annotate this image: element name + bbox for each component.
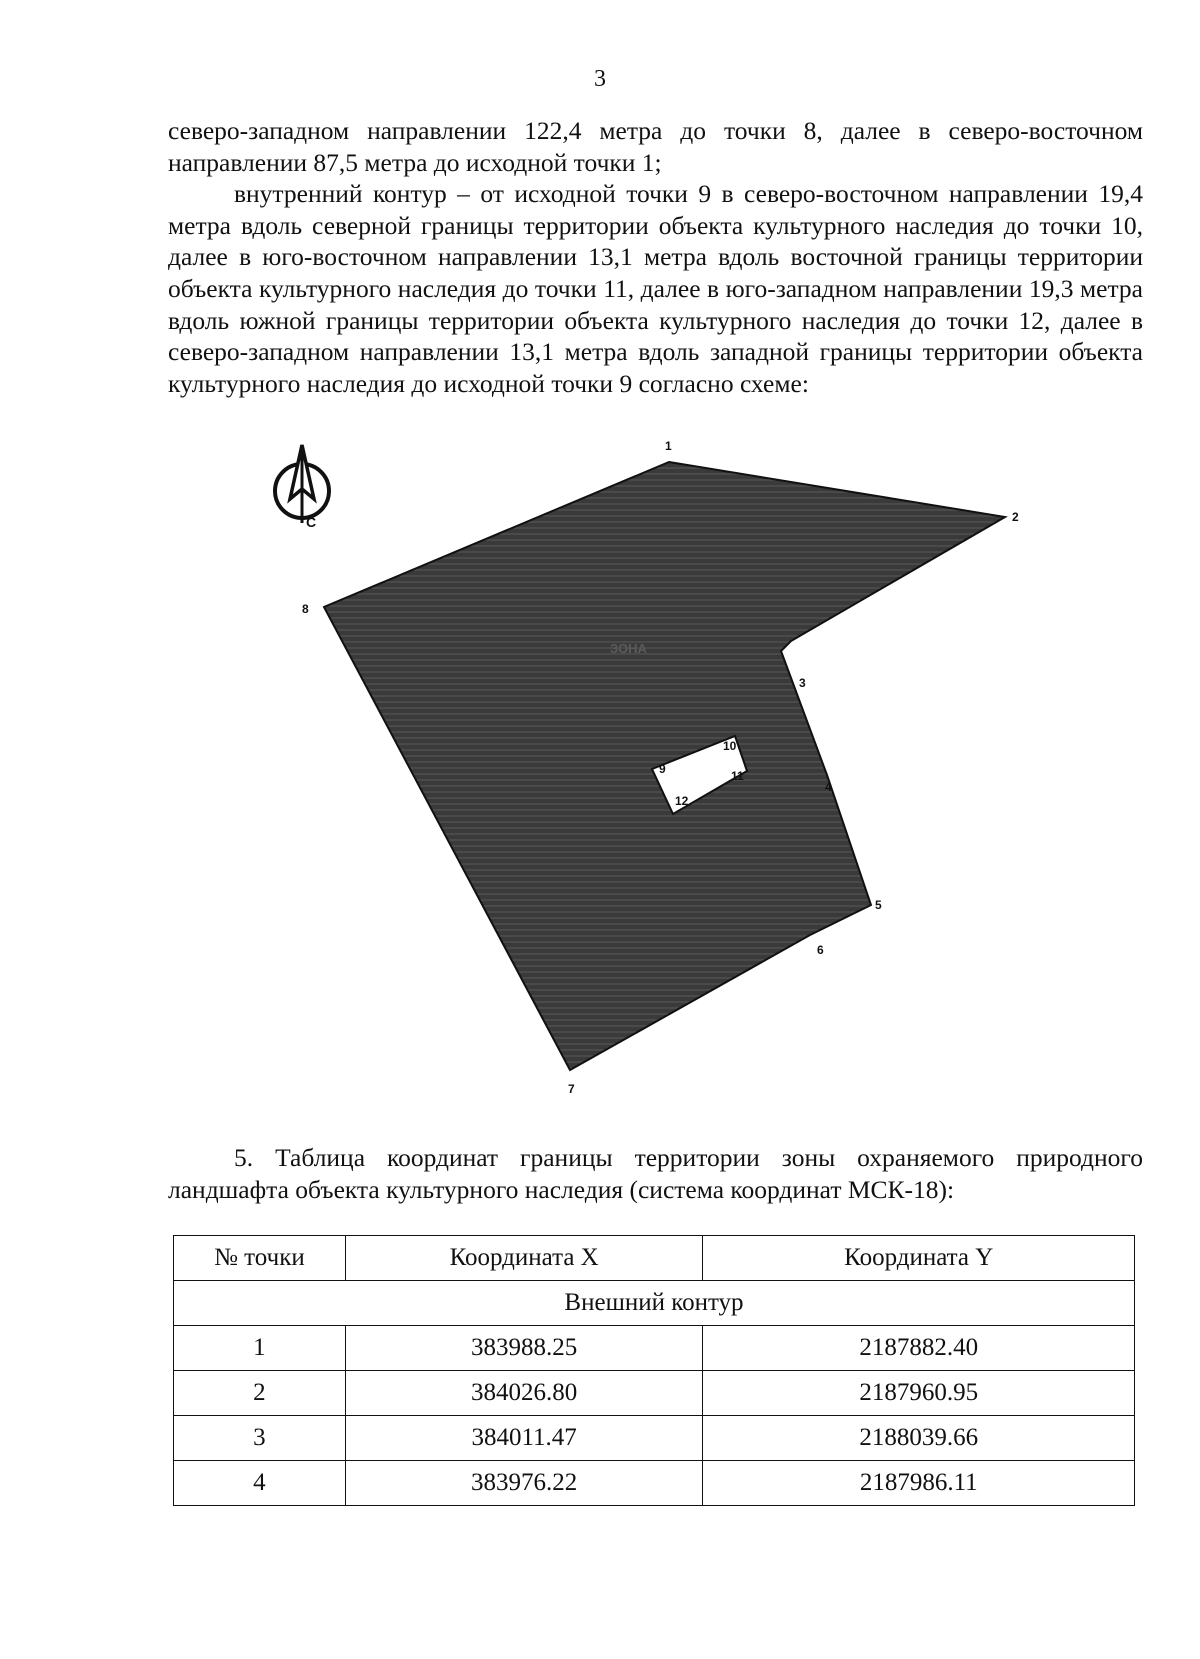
cell-point-number: 3	[174, 1416, 346, 1461]
point-label-5: 5	[875, 898, 882, 912]
boundary-scheme	[250, 435, 1050, 1135]
cell-coordinate-x: 384011.47	[345, 1416, 703, 1461]
zone-label: ЗОНА	[610, 641, 647, 656]
paragraph-inner-contour: внутренний контур – от исходной точки 9 в северо-восточном направлении 19,4 метра вдоль северной границы территории объекта культурного наследия до точки 10, далее в юго-восточном направлении 13,1 метра вдоль восточной границы территории объекта культурного наследия до точки 11, далее в юго-западном направлении 19,3 метра вдоль южной границы территории объекта культурного наследия до точки 12, далее в северо-западном направлении 13,1 метра вдоль западной границы территории объекта культурного наследия до исходной точки 9 согласно схеме:	[168, 179, 1143, 398]
point-label-10: 10	[723, 739, 737, 753]
point-label-11: 11	[731, 769, 744, 783]
cell-coordinate-y: 2187882.40	[703, 1326, 1135, 1371]
cell-coordinate-y: 2187986.11	[703, 1461, 1135, 1506]
paragraph-outer-contour-end: северо-западном направлении 122,4 метра до точки 8, далее в северо-восточном направлении 87,5 метра до исходной точки 1;	[168, 116, 1143, 177]
table-row	[174, 1416, 1135, 1461]
cell-coordinate-x: 384026.80	[345, 1371, 703, 1416]
cell-coordinate-x: 383976.22	[345, 1461, 703, 1506]
cell-point-number: 4	[174, 1461, 346, 1506]
north-label: С	[306, 514, 317, 530]
cell-point-number: 2	[174, 1371, 346, 1416]
point-label-8: 8	[302, 602, 309, 616]
north-arrow-icon	[275, 445, 329, 530]
point-label-12: 12	[675, 794, 689, 808]
point-label-9: 9	[659, 762, 666, 776]
section-title-outer-contour: Внешний контур	[174, 1281, 1135, 1326]
point-label-1: 1	[665, 439, 672, 453]
point-label-4: 4	[825, 780, 832, 794]
point-label-7: 7	[568, 1082, 575, 1096]
table-caption	[168, 1142, 1143, 1205]
body-text	[168, 115, 1143, 399]
table-row	[174, 1371, 1135, 1416]
table-row	[174, 1326, 1135, 1371]
point-label-2: 2	[1012, 510, 1019, 524]
header-point-number: № точки	[174, 1236, 346, 1281]
page-number: 3	[594, 66, 606, 92]
cell-point-number: 1	[174, 1326, 346, 1371]
table-row	[174, 1461, 1135, 1506]
header-coordinate-y: Координата Y	[703, 1236, 1135, 1281]
coordinates-table	[173, 1235, 1135, 1506]
cell-coordinate-y: 2187960.95	[703, 1371, 1135, 1416]
cell-coordinate-x: 383988.25	[345, 1326, 703, 1371]
table-header-row	[174, 1236, 1135, 1281]
table-section-row	[174, 1281, 1135, 1326]
table-caption-text: 5. Таблица координат границы территории зоны охраняемого природного ландшафта объекта культурного наследия (система координат МСК-18):	[168, 1143, 1143, 1204]
cell-coordinate-y: 2188039.66	[703, 1416, 1135, 1461]
header-coordinate-x: Координата X	[345, 1236, 703, 1281]
point-label-3: 3	[799, 676, 806, 690]
point-label-6: 6	[817, 943, 824, 957]
